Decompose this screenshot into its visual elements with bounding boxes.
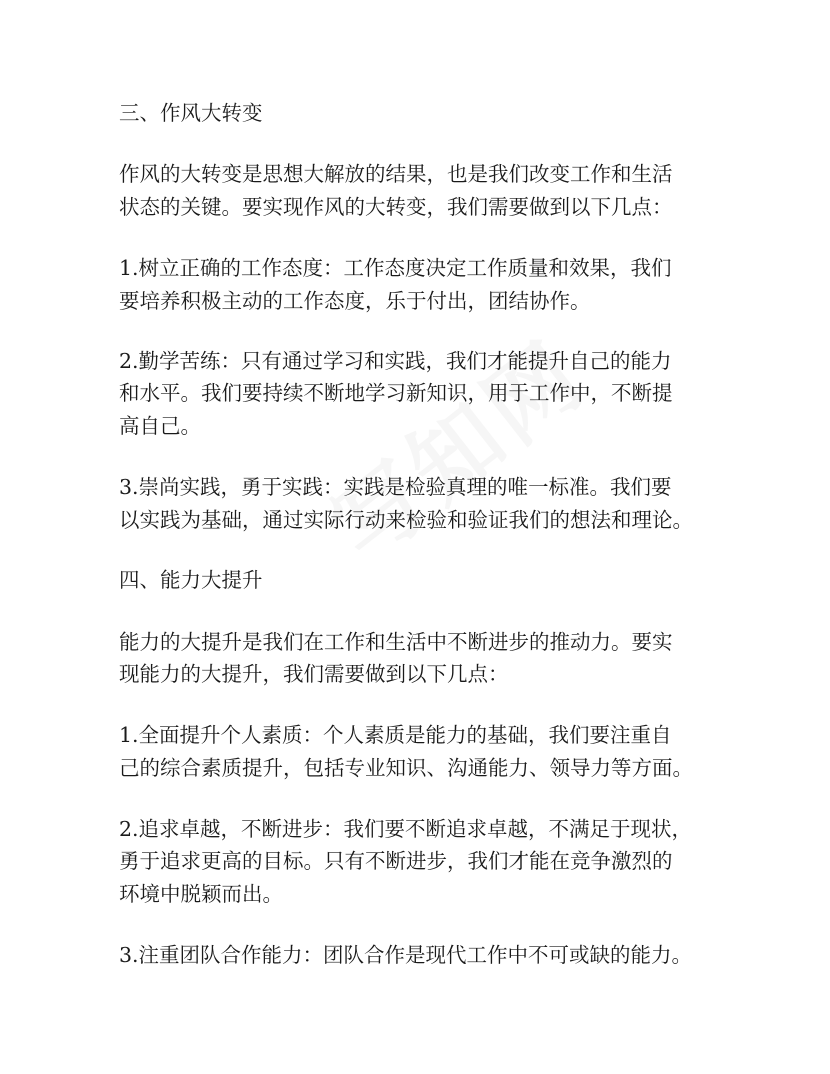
list-item-line: 3.崇尚实践，勇于实践：实践是检验真理的唯一标准。我们要 <box>119 475 672 499</box>
paragraph-line: 能力的大提升是我们在工作和生活中不断进步的推动力。要实 <box>119 630 673 654</box>
section-heading-style: 三、作风大转变 <box>119 101 263 125</box>
paragraph-line: 现能力的大提升，我们需要做到以下几点： <box>119 662 509 686</box>
list-item-line: 1.树立正确的工作态度：工作态度决定工作质量和效果，我们 <box>119 256 672 280</box>
list-item-line: 2.勤学苦练：只有通过学习和实践，我们才能提升自己的能力 <box>119 349 672 373</box>
paragraph-line: 状态的关键。要实现作风的大转变，我们需要做到以下几点： <box>119 195 673 219</box>
list-item-line: 2.追求卓越，不断进步：我们要不断追求卓越，不满足于现状， <box>119 817 693 841</box>
list-item-line: 要培养积极主动的工作态度，乐于付出，团结协作。 <box>119 289 591 313</box>
list-item-line: 高自己。 <box>119 414 201 438</box>
paragraph-line: 作风的大转变是思想大解放的结果，也是我们改变工作和生活 <box>119 162 673 186</box>
list-item-line: 己的综合素质提升，包括专业知识、沟通能力、领导力等方面。 <box>119 756 693 780</box>
list-item-line: 勇于追求更高的目标。只有不断进步，我们才能在竞争激烈的 <box>119 849 673 873</box>
list-item-line: 和水平。我们要持续不断地学习新知识，用于工作中，不断提 <box>119 381 673 405</box>
list-item-line: 以实践为基础，通过实际行动来检验和验证我们的想法和理论。 <box>119 508 693 532</box>
list-item-line: 3.注重团队合作能力：团队合作是现代工作中不可或缺的能力。 <box>119 943 693 967</box>
list-item-line: 环境中脱颖而出。 <box>119 882 283 906</box>
list-item-line: 1.全面提升个人素质：个人素质是能力的基础，我们要注重自 <box>119 723 672 747</box>
section-heading-ability: 四、能力大提升 <box>119 568 263 592</box>
